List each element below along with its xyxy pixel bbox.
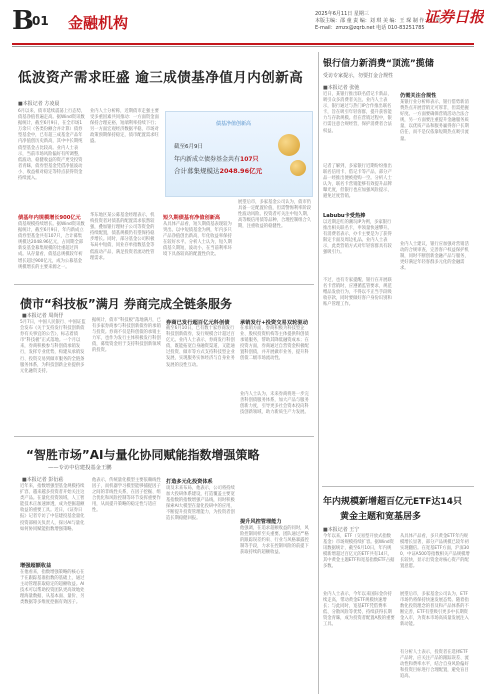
page-header xyxy=(12,6,484,46)
story3-body-2: 在他看来，指数增强策略的核心在于在跟踪基准指数的基础上，通过主动管理获取稳定的超额收益。AI技术可以帮助投资团队更高效地处理海量数据，从基本面、量价、另类数据等多维度挖掘有效因子。 xyxy=(20,570,85,606)
lead-body-5: 从具体产品看，短久期债基表现较为突出。以中短债基金为例，年内多只产品净值创出新高，年化收益率保持在较好水平。分析人士认为，短久期债基久期短、波动小，在当前利率环境下具备较高的配置性价比。 xyxy=(163,222,232,258)
right1-subhead-1: Labubu卡受热捧 xyxy=(323,213,366,219)
story3-body-5-lead xyxy=(240,478,312,516)
right2-byline: ■本报记者 王宁 xyxy=(323,527,360,533)
issue-date: 2025年6月11日 星期三 xyxy=(315,11,369,17)
story2-body-5: 业内人士认为，未来券商将进一步完善科创债服务体系，加大产品与服务创新力度，引导更多社会资本投向科技创新领域，助力新质生产力发展。 xyxy=(240,392,309,416)
right1-subtitle: 受访专家提示，勿要打金合规性 xyxy=(323,73,394,79)
section-number: 01 xyxy=(32,14,49,28)
right1-headline: 银行信力新消费“顶流”揽储 xyxy=(323,59,434,69)
right1-body-5: 某银行业分析师表示，银行借势新消费热点开展营销无可厚非，但需把握好度。一方面要确保营销活动合法合规，另一方面要注重提升金融服务质量，以优质产品和服务赢得客户长期信任，而不是仅依靠短期热点吸引流量。 xyxy=(400,100,469,142)
story3-body-1: 近年来，指数增强型基金规模持续扩容，越来越多投资者开始关注这类产品。在量化投资领域，人工智能技术正加速渗透，成为挖掘超额收益的重要工具。近日，《证券日报》记者专访了中信建投基金量化投资部相关负责人，探讨AI与量化如何协同赋能指数增强策略。 xyxy=(20,484,85,532)
right1-byline: ■本报记者 张弛 xyxy=(323,85,360,91)
lead-subhead-2: 短久期债基有净值创新高 xyxy=(163,215,221,221)
issue-contact: E-mail：zmzx@zqrb.net 电话 010-83251785 xyxy=(315,25,425,31)
story2-subhead-1: 券商已发行超百亿元科创债 xyxy=(166,320,230,326)
infographic-fund-size: 合计募集规模达2048.96亿元 xyxy=(174,167,263,175)
infographic-fund-count: 年内新成立债券基金共有107只 xyxy=(174,156,259,163)
story2-body-2: 据统计，债市“科技板”落地满月，已有多家券商参与科技创新债券的承销与投资。券商不仅是科创债的承销主力军，也作为发行主体积极发行科创债，募集资金用于支持科技创新领域的投资。 xyxy=(92,318,161,354)
right2-body-2: 业内人士表示，今年以来国际金价持续走高，带动黄金ETF规模快速增长；与此同时，宽基ETF凭借费率低、分散风险等优势，持续获得长期资金青睐，成为投资者配置A股的重要工具。 xyxy=(323,592,395,628)
infographic-date: 截至6月9日 xyxy=(174,144,203,150)
lead-byline: ■本报记者 方凌晨 xyxy=(18,101,60,107)
right1-body-6: 业内人士建议，银行应加强对营销活动的合规审查，完善客户权益保护机制，同时不断创新金融产品与服务，更好满足年轻客群多元化的金融需求。 xyxy=(400,242,469,272)
section-letter: B xyxy=(12,6,34,36)
story3-body-3: 他表示，传统量化模型主要依赖线性因子，而机器学习模型能够捕捉因子之间的非线性关系，在因子挖掘、组合优化和风险控制等环节发挥重要作用，从而提升策略的稳定性与适应性。 xyxy=(92,478,161,514)
right1-subhead-2: 仍需关注合规性 xyxy=(400,93,437,99)
story3-byline: ■本报记者 彭衍菘 xyxy=(22,477,64,483)
story2-byline: ■本报记者 周尚伃 xyxy=(22,313,64,319)
right1-body-cont xyxy=(323,350,395,480)
right2-body-3: 从具体产品看，多只黄金ETF年内规模增长显著，部分产品规模已较年初实现翻倍。在宽基ETF方面，沪深300、中证A500等指数相关产品规模增长较快，显示出资金对核心资产的配置意愿。 xyxy=(400,534,470,570)
story2-body-4: 在承销方面，券商积极为科技型企业、股权投资机构等主体提供科创债承销服务，帮助其降低融资成本；在投资方面，券商通过自营资金积极配置科创债，并开展做市业务，提升科创债二级市场流动性。 xyxy=(240,326,309,362)
lead-body-6: 展望后市，多家基金公司认为，债市仍具备一定配置价值，但需警惕利率阶段性波动风险。投资者可关注中短久期、高等级信用债等品种，合理控制组合久期，注重收益的稳健性。 xyxy=(238,200,312,230)
story3-subhead-2: 打造多元化投资体系 xyxy=(166,479,213,485)
story3-subhead-1: 增强超额收益 xyxy=(20,563,52,569)
infographic-label: 债基净值创新高 xyxy=(216,121,252,127)
story3-body-4: 谈及未来布局，他表示，公司将持续加大投研体系建设，打造覆盖主要宽基指数的指数增强产品线，同时积极探索AI大模型在量化投研中的应用，不断提升投资管理能力，为投资者创造长期稳健回报。 xyxy=(166,486,235,522)
story2-subhead-2: 承销发行+投资交易双轮驱动 xyxy=(240,320,309,326)
right2-body-5: 有分析人士表示，投资者在选择ETF产品时，应关注产品的跟踪误差、流动性和费率水平，结合自身风险偏好和投资目标进行合理配置，避免盲目追高。 xyxy=(400,650,469,680)
story2-divider xyxy=(14,436,314,437)
right2-headline-line2: 黄金主题和宽基居多 xyxy=(340,512,422,522)
story2-body-3: 截至6月10日，已有数十家券商发行科技创新债券，发行规模合计超过百亿元。业内人士表示，券商发行科创债，既能拓宽自身融资渠道，又能通过投资、做市等方式支持科技型企业发展，实现服务实体经济与自身业务发展的良性互动。 xyxy=(166,326,235,368)
lead-headline: 低波资产需求旺盛 逾三成债基净值月内创新高 xyxy=(18,70,304,86)
right2-body-4: 展望后市，多家基金公司认为，ETF市场仍将保持快速发展态势。随着指数化投资理念的普及和产品体系的不断完善，ETF有望吸引更多中长期资金入市，为资本市场高质量发展注入新动能。 xyxy=(400,592,469,628)
issue-meta xyxy=(315,11,441,32)
lead-subhead-1: 债基年内规模增长900亿元 xyxy=(18,215,81,221)
right1-body-4: 不过，也有专家提醒，银行在开展联名卡营销时，应遵循监管要求，规范赠品发放行为，不得以不正当手段吸收存款，同时要做好客户身份识别和账户管理工作。 xyxy=(323,278,392,308)
lead-body-2: 业内人士分析称，近期债市走强主要受多重因素共同推动：一方面资金面保持合理充裕，短端利率持续下行；另一方面宏观经济数据平稳，市场对政策预期保持稳定，债市配置需求旺盛。 xyxy=(90,109,159,145)
header-rule-thin xyxy=(12,46,474,47)
coin-icon xyxy=(290,160,306,176)
story3-body-5: 他强调，在追求超额收益的同时，风险控制同样至关重要。团队通过严格的跟踪误差约束、行业与风格暴露控制等手段，力求在控制风险的前提下获取持续的超额收益。 xyxy=(240,526,309,556)
issue-editors: 本版主编：邵 童 责 编：刘 琪 美 编：王 琛 制 作：王 梓 xyxy=(315,18,441,24)
column-divider xyxy=(318,52,319,694)
lead-infographic xyxy=(165,111,313,197)
header-rule xyxy=(12,43,474,45)
lead-divider xyxy=(14,284,314,285)
right1-body-cont-2 xyxy=(400,350,472,480)
right2-headline: 年内规模新增超百亿元ETF达14只 xyxy=(323,497,462,507)
lead-body-4: 华东地区某公募基金经理表示，机构投资者对债基的配置需求依然较强，叠加银行理财子公司等资金的持续配置，债基规模仍有望保持稳步增长。同时，部分基金公司积极布局中短债、同业存单指数基金等低波动产品，满足投资者流动性管理需求。 xyxy=(90,213,155,261)
right-divider xyxy=(322,486,474,487)
story3-subtitle: ——专访中信建投基金王鹏 xyxy=(48,465,112,471)
story3-subhead-3: 提升风控管理能力 xyxy=(240,519,282,525)
right2-body-1: 今年以来，ETF（交易型开放式指数基金）市场规模持续扩容。据Wind资讯数据统计，截至6月10日，年内规模新增超过百亿元的ETF共有14只，其中黄金主题ETF和宽基指数ETF占据多数。 xyxy=(323,534,395,570)
story3-headline: “智胜市场”AI与量化协同赋能指数增强策略 xyxy=(26,448,260,462)
newspaper-logo: 证券日报 xyxy=(424,8,484,26)
lead-body-1: 6月以来，债市延续震荡上行态势，债基净值普遍走高。据Wind资讯数据统计，截至6月9日，在全市场1万余只（各类份额合并计算）债券型基金中，已有超三成基金产品年内净值创历史新高，其中中长期纯债型基金占比较高。业内人士表示，当前市场风险偏好有所调整，低波动、稳健收益的资产更受投资者青睐，债券型基金凭借净值波动小、收益相对稳定等特点获得资金持续流入。 xyxy=(18,109,86,182)
coin-icon xyxy=(278,134,300,156)
lead-body-3: 债基规模持续增长。据Wind资讯数据统计，截至6月9日，年内新成立债券型基金共有107只，合计募集规模达2048.96亿元，占同期全部新发基金募集规模的比重超过四成。从存量看，债基总规模较年初增长超过900亿元，成为公募基金规模增长的主要来源之一。 xyxy=(18,222,85,270)
right1-body-1: 近日，某银行推出联名借记卡新品，吸引众多消费者关注。业内人士表示，银行通过与热门IP合作推出联名卡，旨在吸引年轻客群，提升获客能力与存款规模。但在营销过程中，银行需注意合规经营，保护消费者合法权益。 xyxy=(323,92,392,134)
right1-body-2: 记者了解到，多家银行近期纷纷推出联名信用卡、借记卡等产品，部分产品一经推出便被抢购一空。分析人士认为，联名卡营销能够有效提升品牌曝光度，但银行也应加强风险提示，避免过度营销。 xyxy=(323,164,392,200)
right1-body-3: 以近期走红的潮玩IP为例，多家银行推出相关联名卡，申领量快速攀升。有消费者表示，办卡主要是为了获得限定卡面及周边礼品。业内人士表示，此类营销方式对年轻客群具有较强吸引力。 xyxy=(323,220,392,256)
story2-headline: 债市“科技板”满月 券商完成全链条服务 xyxy=(20,297,232,311)
story2-body-1: 5月7日，中国人民银行、中国证监会发布《关于支持发行科技创新债券有关事宜的公告》，标志着债市“科技板”正式落地。一个月以来，券商积极参与科创债承销发行，发挥专业优势，构建从承销发行、投资交易到做市服务的全链条服务体系，为科技创新企业提供多元化融资支持。 xyxy=(20,320,86,374)
section-name: 金融机构 xyxy=(68,14,129,32)
